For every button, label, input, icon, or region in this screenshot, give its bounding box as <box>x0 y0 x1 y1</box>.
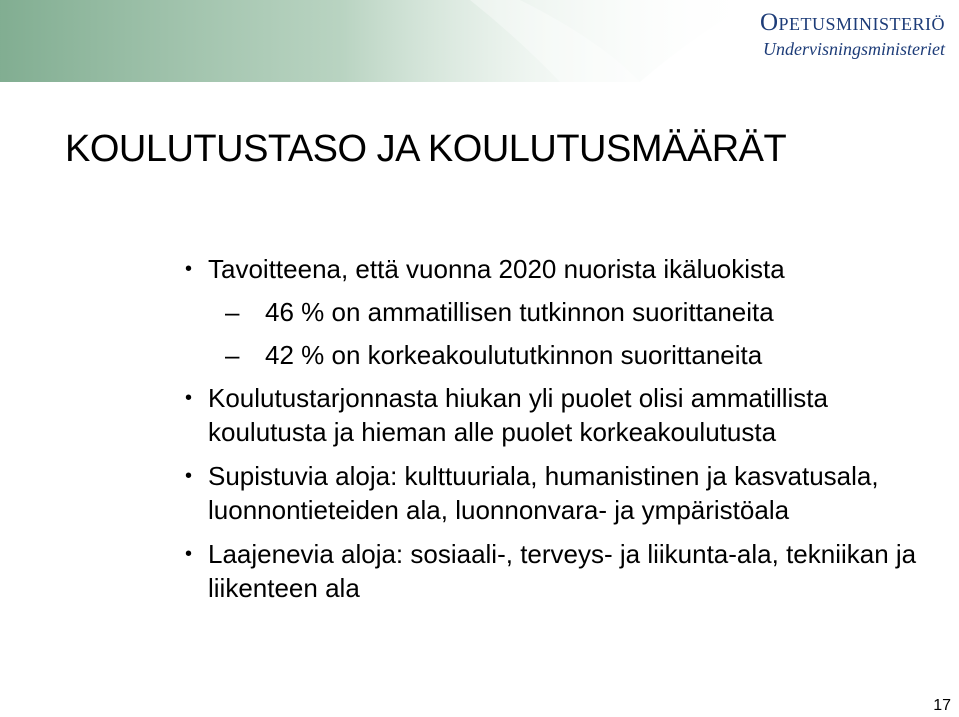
bullet-text: Supistuvia aloja: kulttuuriala, humanistinen ja kasvatusala, luonnontieteiden ala, luonnonvara- ja ympäristöala <box>208 461 879 525</box>
bullet-text: Tavoitteena, että vuonna 2020 nuorista ikäluokista <box>208 254 785 284</box>
bullet-text: Laajenevia aloja: sosiaali-, terveys- ja liikunta-ala, tekniikan ja liikenteen ala <box>208 539 917 603</box>
logo-name: Opetusministeriö <box>759 9 945 36</box>
dash-icon: – <box>225 340 240 370</box>
page-number: 17 <box>933 697 951 714</box>
logo-subtitle: Undervisningsministeriet <box>763 39 945 59</box>
bullet-list <box>175 252 935 605</box>
sub-bullet-text: 42 % on korkeakoulututkinnon suorittaneita <box>265 340 763 370</box>
bullet-text: Koulutustarjonnasta hiukan yli puolet olisi ammatillista koulutusta ja hieman alle puolet korkeakoulutusta <box>208 383 828 447</box>
bullet-icon: • <box>185 387 193 409</box>
ministry-logo <box>760 8 945 60</box>
bullet-item <box>175 252 935 286</box>
sub-bullet-text: 46 % on ammatillisen tutkinnon suorittaneita <box>265 297 774 327</box>
bullet-icon: • <box>185 465 193 487</box>
bullet-item <box>175 381 935 449</box>
bullet-icon: • <box>185 543 193 565</box>
dash-icon: – <box>225 297 240 327</box>
sub-bullet-item <box>175 295 935 329</box>
bullet-item <box>175 537 935 605</box>
bullet-icon: • <box>185 258 193 280</box>
bullet-item <box>175 459 935 527</box>
slide-title: KOULUTUSTASO JA KOULUTUSMÄÄRÄT <box>65 128 787 170</box>
sub-bullet-item <box>175 338 935 372</box>
